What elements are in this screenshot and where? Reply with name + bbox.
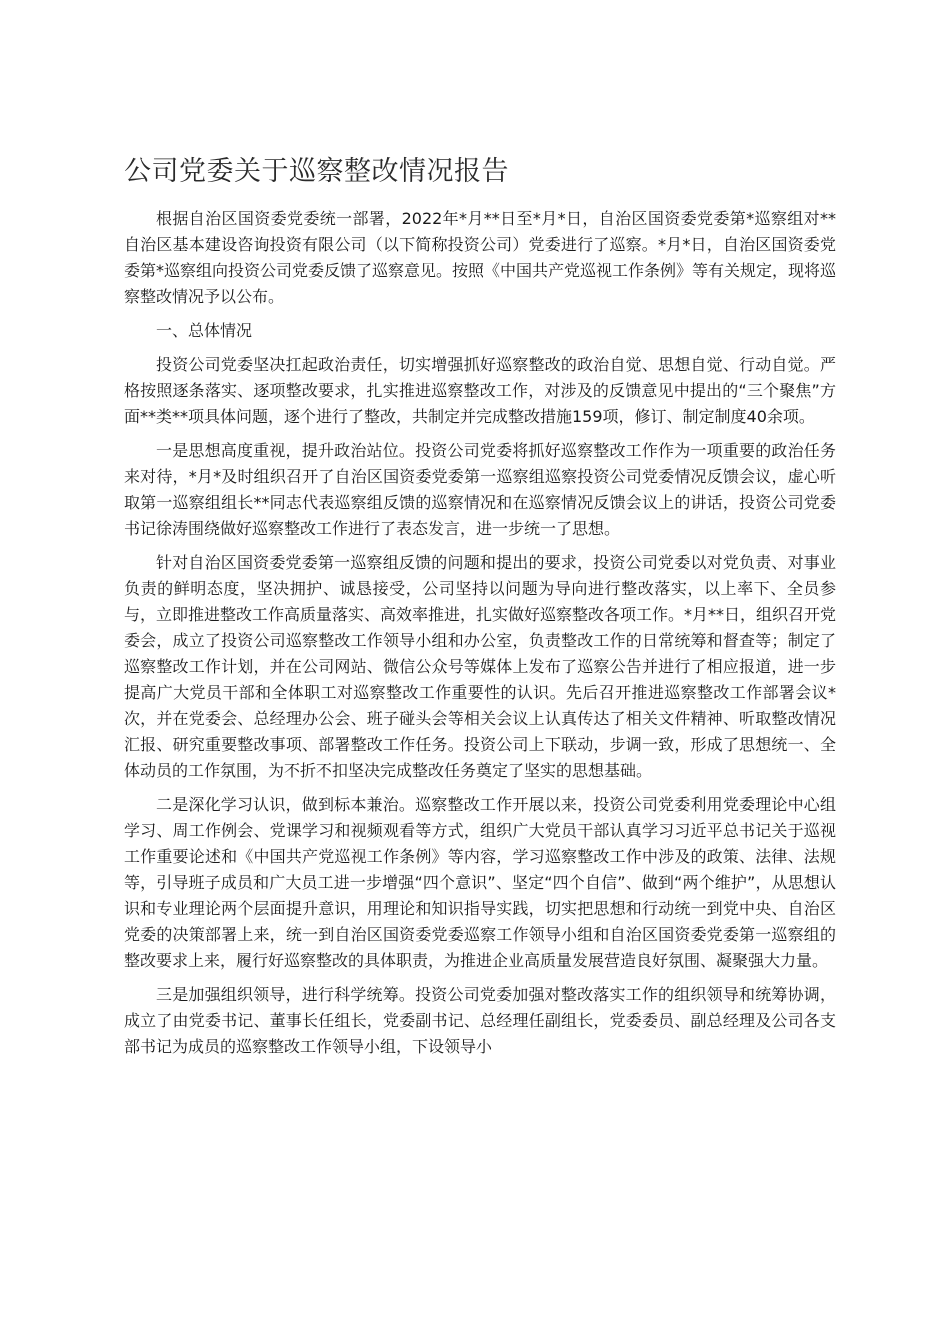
document-title: 公司党委关于巡察整改情况报告 (124, 156, 509, 187)
response-paragraph: 针对自治区国资委党委第一巡察组反馈的问题和提出的要求，投资公司党委以对党负责、对事业负责的鲜明态度，坚决拥护、诚恳接受，公司坚持以问题为导向进行整改落实，以上率下、全员参与，立即推进整改工作高质量落实、高效率推进，扎实做好巡察整改各项工作。*月**日，组织召开党委会，成立了投资公司巡察整改工作领导小组和办公室，负责整改工作的日常统筹和督查等；制定了巡察整改工作计划，并在公司网站、微信公众号等媒体上发布了巡察公告并进行了相应报道，进一步提高广大党员干部和全体职工对巡察整改工作重要性的认识。先后召开推进巡察整改工作部署会议*次，并在党委会、总经理办公会、班子碰头会等相关会议上认真传达了相关文件精神、听取整改情况汇报、研究重要整改事项、部署整改工作任务。投资公司上下联动，步调一致，形成了思想统一、全体动员的工作氛围，为不折不扣坚决完成整改任务奠定了坚实的思想基础。 (124, 553, 837, 780)
overall-paragraph: 投资公司党委坚决扛起政治责任，切实增强抓好巡察整改的政治自觉、思想自觉、行动自觉。严格按照逐条落实、逐项整改要求，扎实推进巡察整改工作，对涉及的反馈意见中提出的“三个聚焦”方面**类**项具体问题，逐个进行了整改，共制定并完成整改措施159项，修订、制定制度40余项。 (124, 355, 836, 426)
intro-paragraph: 根据自治区国资委党委统一部署，2022年*月**日至*月*日，自治区国资委党委第*巡察组对**自治区基本建设咨询投资有限公司（以下简称投资公司）党委进行了巡察。*月*日，自治区国资委党委第*巡察组向投资公司党委反馈了巡察意见。按照《中国共产党巡视工作条例》等有关规定，现将巡察整改情况予以公布。 (124, 209, 837, 306)
section-heading-overall: 一、总体情况 (156, 321, 253, 340)
point-two-paragraph: 二是深化学习认识，做到标本兼治。巡察整改工作开展以来，投资公司党委利用党委理论中心组学习、周工作例会、党课学习和视频观看等方式，组织广大党员干部认真学习习近平总书记关于巡视工作重要论述和《中国共产党巡视工作条例》等内容，学习巡察整改工作中涉及的政策、法律、法规等，引导班子成员和广大员工进一步增强“四个意识”、坚定“四个自信”、做到“两个维护”，从思想认识和专业理论两个层面提升意识，用理论和知识指导实践，切实把思想和行动统一到党中央、自治区党委的决策部署上来，统一到自治区国资委党委巡察工作领导小组和自治区国资委党委第一巡察组的整改要求上来，履行好巡察整改的具体职责，为推进企业高质量发展营造良好氛围、凝聚强大力量。 (124, 795, 836, 970)
point-three-paragraph: 三是加强组织领导，进行科学统筹。投资公司党委加强对整改落实工作的组织领导和统筹协调，成立了由党委书记、董事长任组长，党委副书记、总经理任副组长，党委委员、副总经理及公司各支部书记为成员的巡察整改工作领导小组，下设领导小 (124, 985, 836, 1056)
point-one-paragraph: 一是思想高度重视，提升政治站位。投资公司党委将抓好巡察整改工作作为一项重要的政治任务来对待，*月*及时组织召开了自治区国资委党委第一巡察组巡察投资公司党委情况反馈会议，虚心听取第一巡察组组长**同志代表巡察组反馈的巡察情况和在巡察情况反馈会议上的讲话，投资公司党委书记徐涛围绕做好巡察整改工作进行了表态发言，进一步统一了思想。 (124, 441, 836, 538)
document-body (124, 206, 836, 1068)
